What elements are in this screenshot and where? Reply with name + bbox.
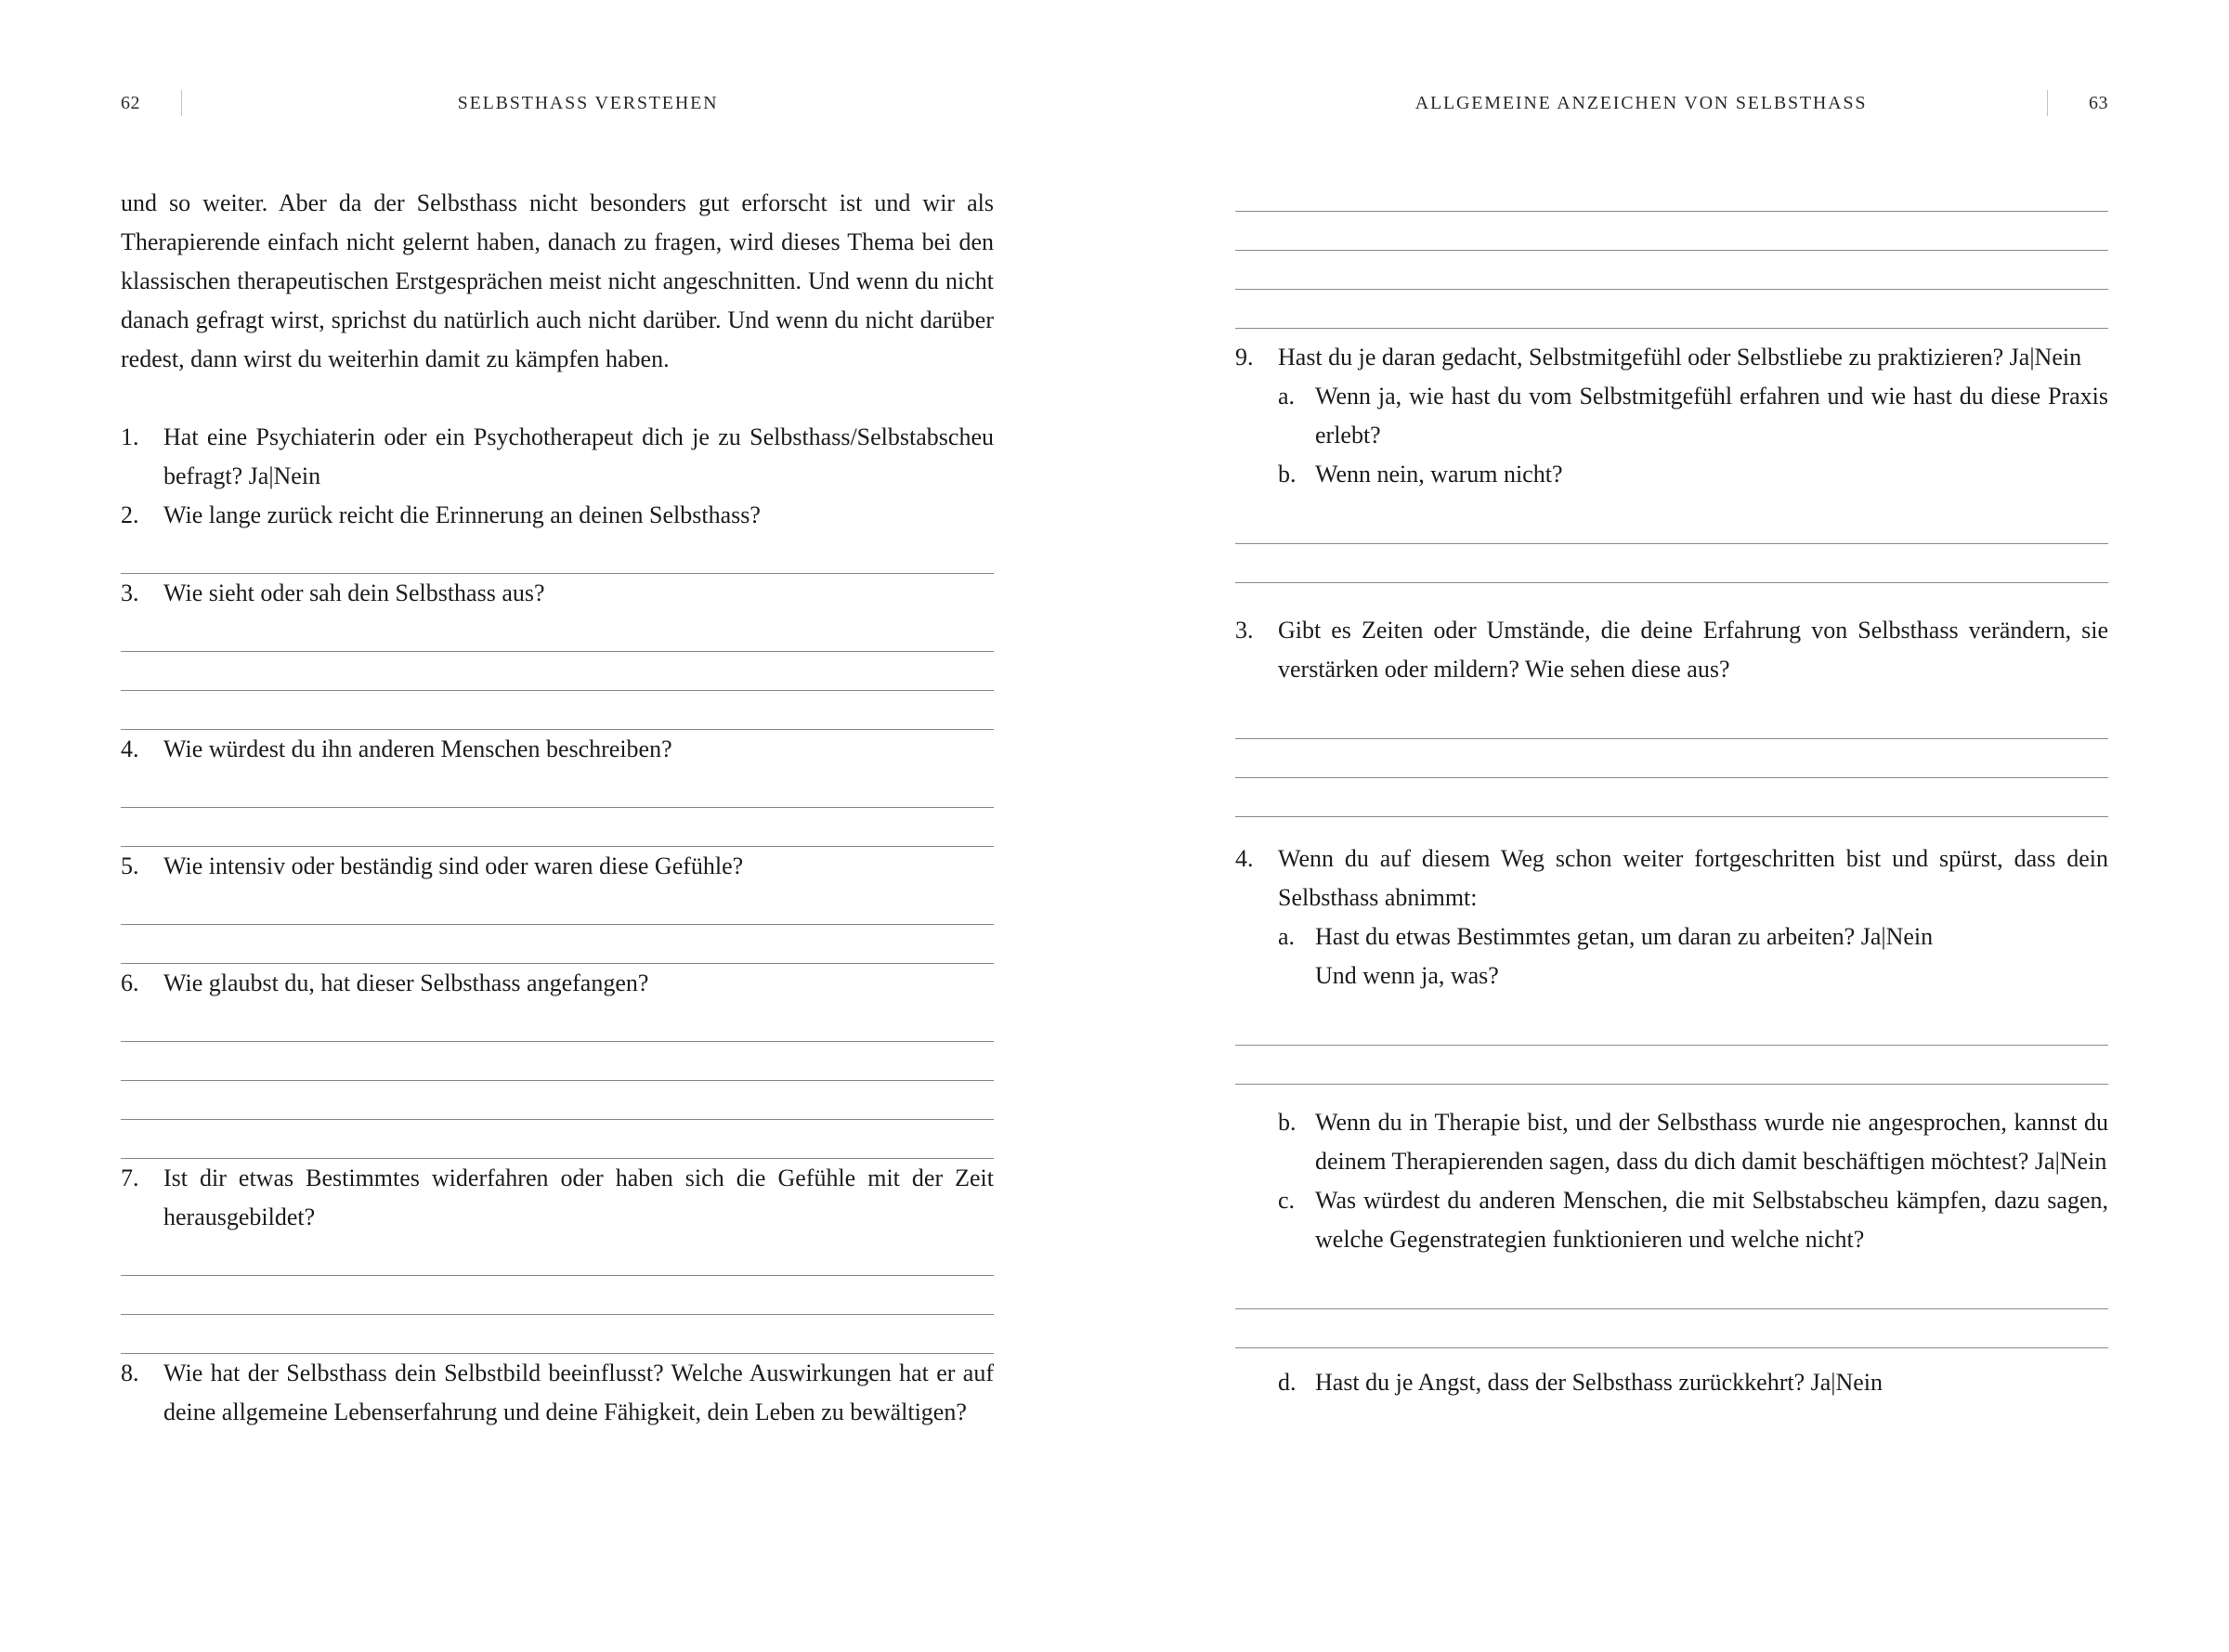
sub-question-label: b.: [1278, 461, 1297, 488]
sub-question-label: d.: [1278, 1369, 1297, 1396]
sub-question-label: a.: [1278, 923, 1296, 950]
question-number: 1.: [121, 423, 139, 450]
question-item-1: [121, 418, 994, 496]
question-item-8: [121, 1354, 994, 1432]
answer-lines: [1235, 700, 2108, 817]
sub-question-text-line2: Und wenn ja, was?: [1315, 962, 1499, 989]
question-item-9: [1235, 338, 2108, 583]
question-item-7: [121, 1159, 994, 1354]
answer-lines: [121, 1003, 994, 1159]
question-text: Wie lange zurück reicht die Erinnerung an deinen Selbsthass?: [163, 501, 761, 528]
question-item-6: [121, 964, 994, 1159]
sub-question-d: [1278, 1363, 2108, 1402]
sub-question-text: Was würdest du anderen Menschen, die mit Selbstabscheu kämpfen, dazu sagen, welche Gegenstrategien funktionieren und welche nicht?: [1315, 1187, 2108, 1253]
answer-lines: [1235, 505, 2108, 583]
answer-line: [1235, 544, 2108, 583]
intro-paragraph: und so weiter. Aber da der Selbsthass nicht besonders gut erforscht ist und wir als Therapierende einfach nicht gelernt haben, danach zu fragen, wird dieses Thema bei den klassischen therapeutischen Erstgesprächen meist nicht angeschnitten. Und wenn du nicht danach gefragt wirst, sprichst du natürlich auch nicht darüber. Und wenn du nicht darüber redest, dann wirst du weiterhin damit zu kämpfen haben.: [121, 189, 994, 372]
answer-line: [1235, 212, 2108, 251]
answer-line: [121, 1315, 994, 1354]
answer-line: [1235, 1309, 2108, 1348]
answer-line: [121, 886, 994, 925]
question-number: 9.: [1235, 344, 1254, 371]
question-list: [121, 418, 994, 1432]
answer-line: [1235, 1270, 2108, 1309]
left-page-number: 62: [121, 92, 140, 113]
sub-question-label: a.: [1278, 383, 1296, 410]
left-chapter-title: SELBSTHASS VERSTEHEN: [457, 92, 719, 113]
answer-line: [121, 1120, 994, 1159]
answer-lines: [121, 535, 994, 574]
answer-line: [121, 691, 994, 730]
question-number: 4.: [1235, 845, 1254, 872]
question-text: Hast du je daran gedacht, Selbstmitgefühl oder Selbstliebe zu praktizieren? Ja|Nein: [1278, 344, 2082, 371]
answer-line: [1235, 251, 2108, 290]
question-item-5: [121, 847, 994, 964]
question-item-2: [121, 496, 994, 574]
sub-question-text: Wenn du in Therapie bist, und der Selbsthass wurde nie angesprochen, kannst du deinem Therapierenden sagen, dass du dich damit beschäftigen möchtest? Ja|Nein: [1315, 1109, 2108, 1175]
question-number: 7.: [121, 1164, 139, 1191]
question-text: Wie sieht oder sah dein Selbsthass aus?: [163, 579, 545, 606]
sub-question-b: [1278, 455, 2108, 494]
page-left: [0, 0, 1114, 1652]
answer-line: [121, 1237, 994, 1276]
sub-question-text: Wenn nein, warum nicht?: [1315, 461, 1563, 488]
answer-lines: [1235, 1007, 2108, 1085]
sub-question-label: b.: [1278, 1109, 1297, 1136]
answer-lines: [121, 1237, 994, 1354]
right-running-head: [1235, 89, 2108, 117]
answer-line: [1235, 173, 2108, 212]
question-text: Gibt es Zeiten oder Umstände, die deine Erfahrung von Selbsthass verändern, sie verstärken oder mildern? Wie sehen diese aus?: [1278, 617, 2108, 683]
question-item-4: [121, 730, 994, 847]
answer-line: [121, 925, 994, 964]
answer-lines: [121, 769, 994, 847]
sub-question-text: Wenn ja, wie hast du vom Selbstmitgefühl erfahren und wie hast du diese Praxis erlebt?: [1315, 383, 2108, 449]
right-page-number: 63: [2089, 92, 2108, 113]
answer-line: [121, 613, 994, 652]
header-divider: [2047, 90, 2048, 116]
question-text: Ist dir etwas Bestimmtes widerfahren oder haben sich die Gefühle mit der Zeit herausgebildet?: [163, 1164, 994, 1230]
answer-line: [1235, 778, 2108, 817]
answer-line: [1235, 1007, 2108, 1046]
answer-line: [121, 1003, 994, 1042]
answer-line: [121, 1042, 994, 1081]
answer-lines: [121, 886, 994, 964]
question-text: Hat eine Psychiaterin oder ein Psychotherapeut dich je zu Selbsthass/Selbstabscheu befragt? Ja|Nein: [163, 423, 994, 489]
answer-lines: [1235, 1270, 2108, 1348]
question-number: 3.: [121, 579, 139, 606]
answer-lines-continued: [1235, 173, 2108, 329]
sub-question-b: [1278, 1103, 2108, 1181]
question-item-4r: [1235, 839, 2108, 1402]
answer-line: [1235, 700, 2108, 739]
question-number: 8.: [121, 1359, 139, 1386]
question-number: 5.: [121, 852, 139, 879]
question-text: Wenn du auf diesem Weg schon weiter fortgeschritten bist und spürst, dass dein Selbsthass abnimmt:: [1278, 845, 2108, 911]
answer-line: [1235, 505, 2108, 544]
right-chapter-title: ALLGEMEINE ANZEICHEN VON SELBSTHASS: [1414, 92, 1868, 113]
answer-line: [121, 1081, 994, 1120]
question-text: Wie glaubst du, hat dieser Selbsthass angefangen?: [163, 969, 649, 996]
question-number: 2.: [121, 501, 139, 528]
sub-question-a: [1278, 377, 2108, 455]
answer-line: [121, 1276, 994, 1315]
answer-line: [121, 535, 994, 574]
sub-question-label: c.: [1278, 1187, 1296, 1214]
question-text: Wie intensiv oder beständig sind oder waren diese Gefühle?: [163, 852, 744, 879]
sub-question-text: Hast du etwas Bestimmtes getan, um daran zu arbeiten? Ja|Nein: [1315, 923, 1934, 950]
answer-line: [1235, 739, 2108, 778]
sub-question-a: [1278, 917, 2108, 995]
sub-question-text: Hast du je Angst, dass der Selbsthass zurückkehrt? Ja|Nein: [1315, 1369, 1884, 1396]
left-running-head: [121, 89, 994, 117]
question-item-3r: [1235, 611, 2108, 817]
question-number: 4.: [121, 735, 139, 762]
answer-line: [1235, 290, 2108, 329]
sub-question-c: [1278, 1181, 2108, 1259]
question-text: Wie hat der Selbsthass dein Selbstbild beeinflusst? Welche Auswirkungen hat er auf deine allgemeine Lebenserfahrung und deine Fähigkeit, dein Leben zu bewältigen?: [163, 1359, 994, 1425]
answer-line: [121, 769, 994, 808]
question-item-3: [121, 574, 994, 730]
question-number: 6.: [121, 969, 139, 996]
question-text: Wie würdest du ihn anderen Menschen beschreiben?: [163, 735, 672, 762]
answer-lines: [121, 613, 994, 730]
answer-line: [121, 808, 994, 847]
page-right: [1114, 0, 2229, 1652]
answer-line: [1235, 1046, 2108, 1085]
question-number: 3.: [1235, 617, 1254, 644]
answer-line: [121, 652, 994, 691]
